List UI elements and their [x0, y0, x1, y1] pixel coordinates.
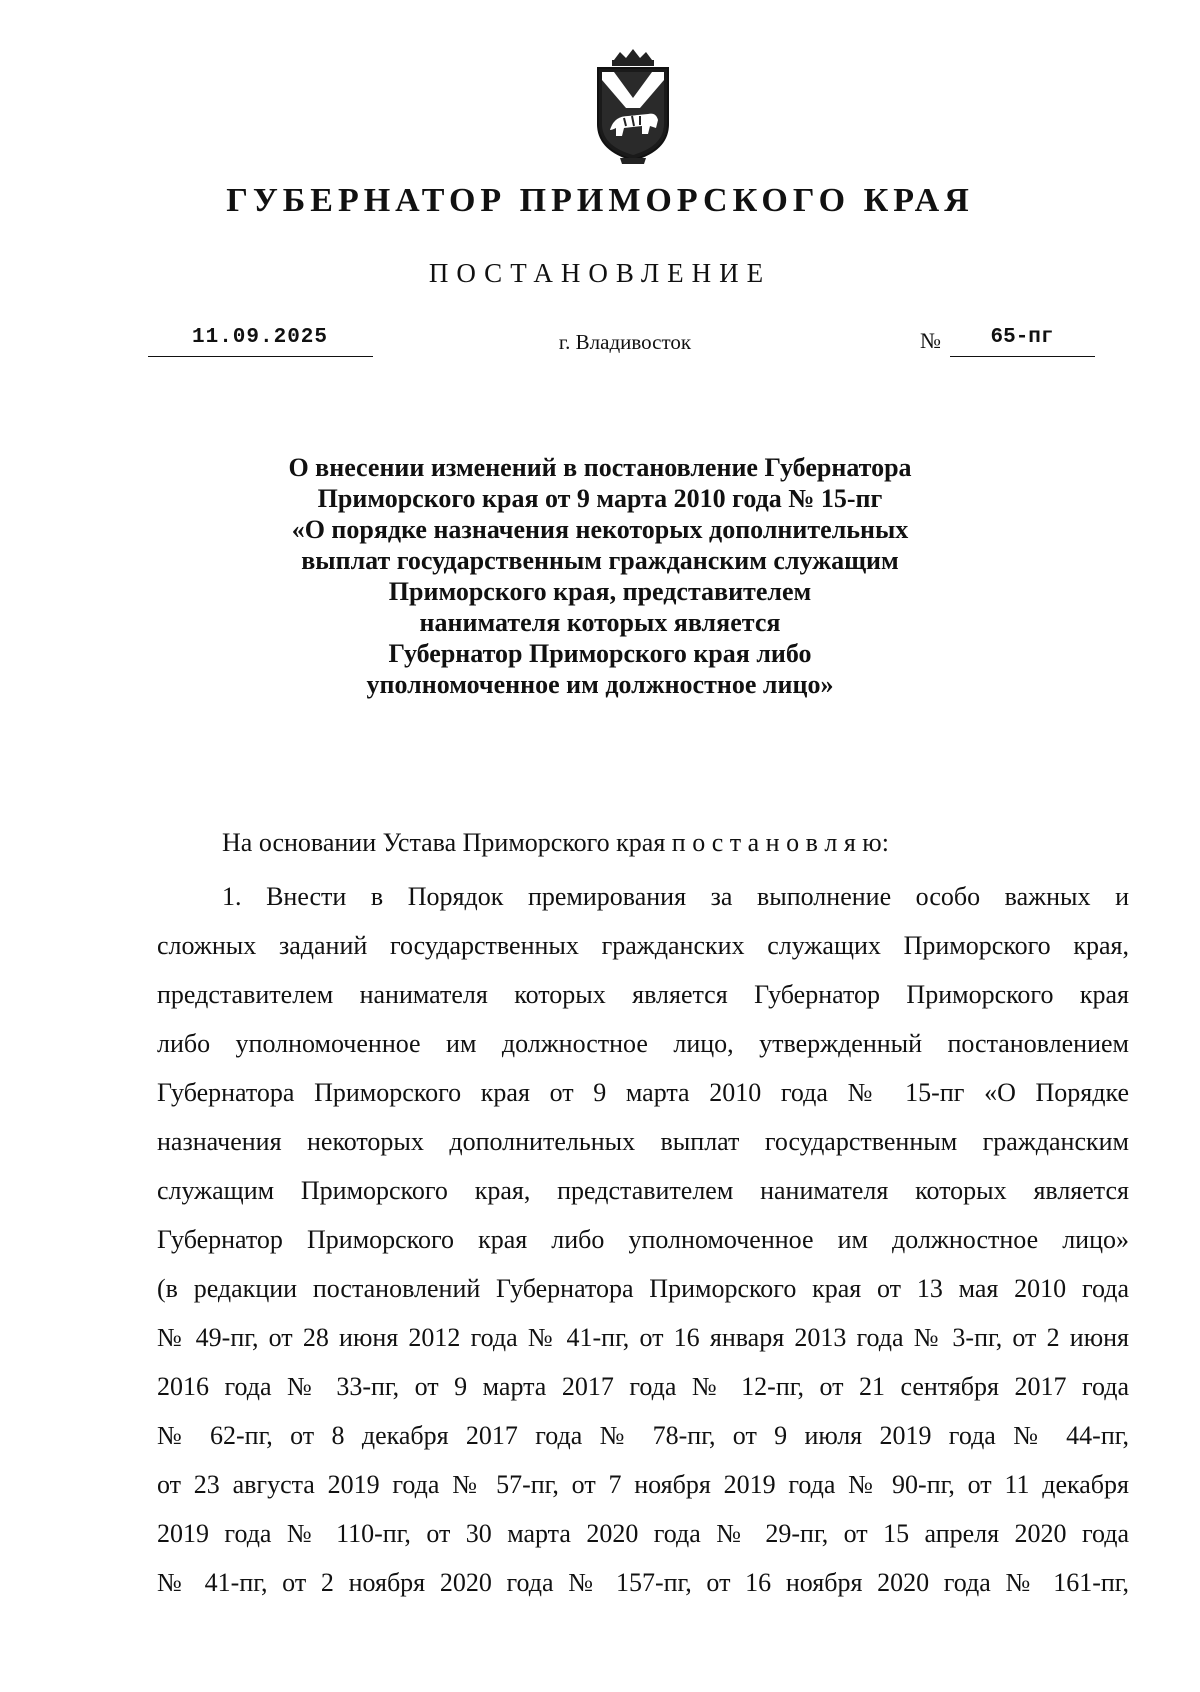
subject-line: выплат государственным гражданским служащим [301, 546, 899, 575]
body-line: назначения некоторых дополнительных выплат государственным гражданским [157, 1127, 1129, 1156]
body-line: представителем нанимателя которых является Губернатор Приморского края [157, 980, 1129, 1009]
document-number: 65-пг [990, 326, 1054, 349]
body-line: 2019 года № 110-пг, от 30 марта 2020 года № 29-пг, от 15 апреля 2020 года [157, 1519, 1129, 1548]
document-subject [200, 452, 1000, 700]
subject-line: О внесении изменений в постановление Губернатора [288, 453, 912, 482]
document-date: 11.09.2025 [191, 326, 329, 349]
subject-line: нанимателя которых является [419, 608, 781, 637]
body-line: сложных заданий государственных гражданских служащих Приморского края, [157, 931, 1129, 960]
body-line: либо уполномоченное им должностное лицо, утвержденный постановлением [157, 1029, 1129, 1058]
org-title: ГУБЕРНАТОР ПРИМОРСКОГО КРАЯ [226, 182, 974, 219]
body-line: № 62-пг, от 8 декабря 2017 года № 78-пг, от 9 июля 2019 года № 44-пг, [157, 1421, 1129, 1450]
body-line: № 41-пг, от 2 ноября 2020 года № 157-пг, от 16 ноября 2020 года № 161-пг, [157, 1568, 1129, 1597]
body-line: № 49-пг, от 28 июня 2012 года № 41-пг, от 16 января 2013 года № 3-пг, от 2 июня [157, 1323, 1129, 1352]
subject-line: Приморского края от 9 марта 2010 года № 15-пг [317, 484, 883, 513]
coat-of-arms-emblem [584, 46, 682, 166]
body-line: Губернатора Приморского края от 9 марта 2010 года № 15-пг «О Порядке [157, 1078, 1129, 1107]
preamble: На основании Устава Приморского края п о с т а н о в л я ю: [222, 828, 889, 857]
body-line: служащим Приморского края, представителем нанимателя которых является [157, 1176, 1129, 1205]
body-line: Губернатор Приморского края либо уполномоченное им должностное лицо» [157, 1225, 1129, 1254]
subject-line: «О порядке назначения некоторых дополнительных [291, 515, 909, 544]
document-city: г. Владивосток [558, 330, 692, 354]
subject-line: уполномоченное им должностное лицо» [366, 670, 834, 699]
body-line: (в редакции постановлений Губернатора Приморского края от 13 мая 2010 года [157, 1274, 1129, 1303]
number-sign: № [920, 328, 941, 353]
number-underline [950, 356, 1095, 357]
body-line: от 23 августа 2019 года № 57-пг, от 7 ноября 2019 года № 90-пг, от 11 декабря [157, 1470, 1129, 1499]
body-paragraph [157, 872, 1129, 1607]
body-line: 1. Внести в Порядок премирования за выполнение особо важных и [222, 882, 1129, 911]
subject-line: Губернатор Приморского края либо [388, 639, 812, 668]
document-type: ПОСТАНОВЛЕНИЕ [428, 258, 772, 288]
body-line: 2016 года № 33-пг, от 9 марта 2017 года № 12-пг, от 21 сентября 2017 года [157, 1372, 1129, 1401]
date-underline [148, 356, 373, 357]
subject-line: Приморского края, представителем [388, 577, 812, 606]
